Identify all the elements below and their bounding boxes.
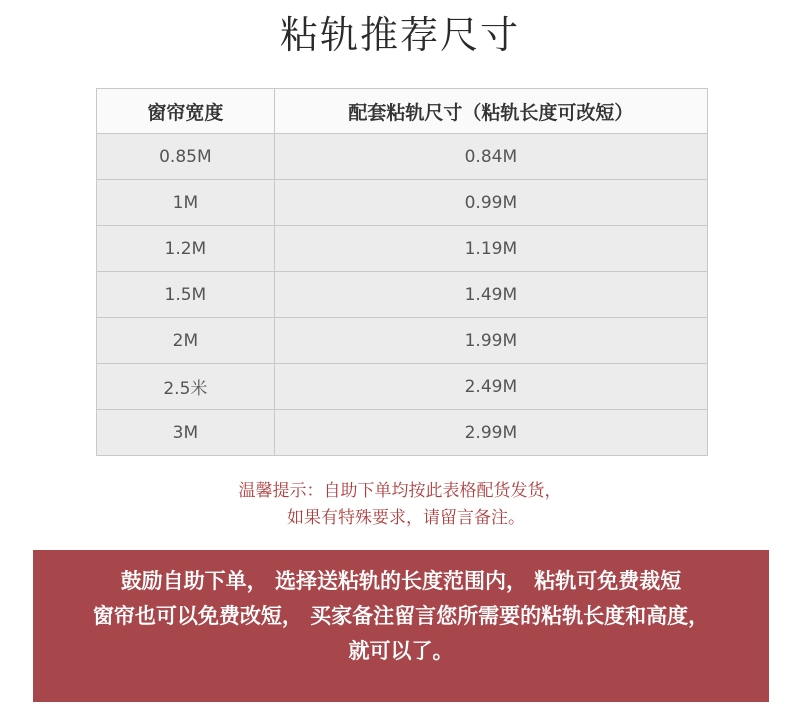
curtain-width-cell: 3M [97, 410, 275, 456]
curtain-width-cell: 0.85M [97, 134, 275, 180]
table-row [97, 226, 708, 272]
track-size-cell: 0.99M [274, 180, 707, 226]
track-size-cell: 0.84M [274, 134, 707, 180]
table-row [97, 318, 708, 364]
warm-tip-line-2: 如果有特殊要求，请留言备注。 [287, 508, 525, 528]
curtain-width-cell: 1.2M [97, 226, 275, 272]
curtain-width-cell: 2M [97, 318, 275, 364]
warm-tip [0, 478, 800, 532]
notice-banner-line-1: 鼓励自助下单， 选择送粘轨的长度范围内， 粘轨可免费裁短 [120, 569, 682, 593]
curtain-width-cell: 1M [97, 180, 275, 226]
track-size-cell: 2.99M [274, 410, 707, 456]
page-title: 粘轨推荐尺寸 [279, 13, 520, 57]
table-row [97, 410, 708, 456]
track-size-cell: 2.49M [274, 364, 707, 410]
notice-banner [33, 550, 769, 702]
track-size-cell: 1.99M [274, 318, 707, 364]
curtain-width-cell: 2.5米 [97, 364, 275, 410]
table-header-row [97, 89, 708, 134]
column-header-curtain-width: 窗帘宽度 [97, 89, 275, 134]
curtain-width-cell: 1.5M [97, 272, 275, 318]
warm-tip-line-1: 温馨提示：自助下单均按此表格配货发货， [238, 481, 562, 501]
table-row [97, 272, 708, 318]
size-table [96, 88, 708, 456]
track-size-cell: 1.49M [274, 272, 707, 318]
table-row [97, 180, 708, 226]
notice-banner-line-3: 就可以了。 [348, 639, 454, 663]
track-size-cell: 1.19M [274, 226, 707, 272]
table-row [97, 134, 708, 180]
notice-banner-line-2: 窗帘也可以免费改短， 买家备注留言您所需要的粘轨长度和高度， [92, 604, 710, 628]
column-header-track-size: 配套粘轨尺寸（粘轨长度可改短） [274, 89, 707, 134]
table-row [97, 364, 708, 410]
